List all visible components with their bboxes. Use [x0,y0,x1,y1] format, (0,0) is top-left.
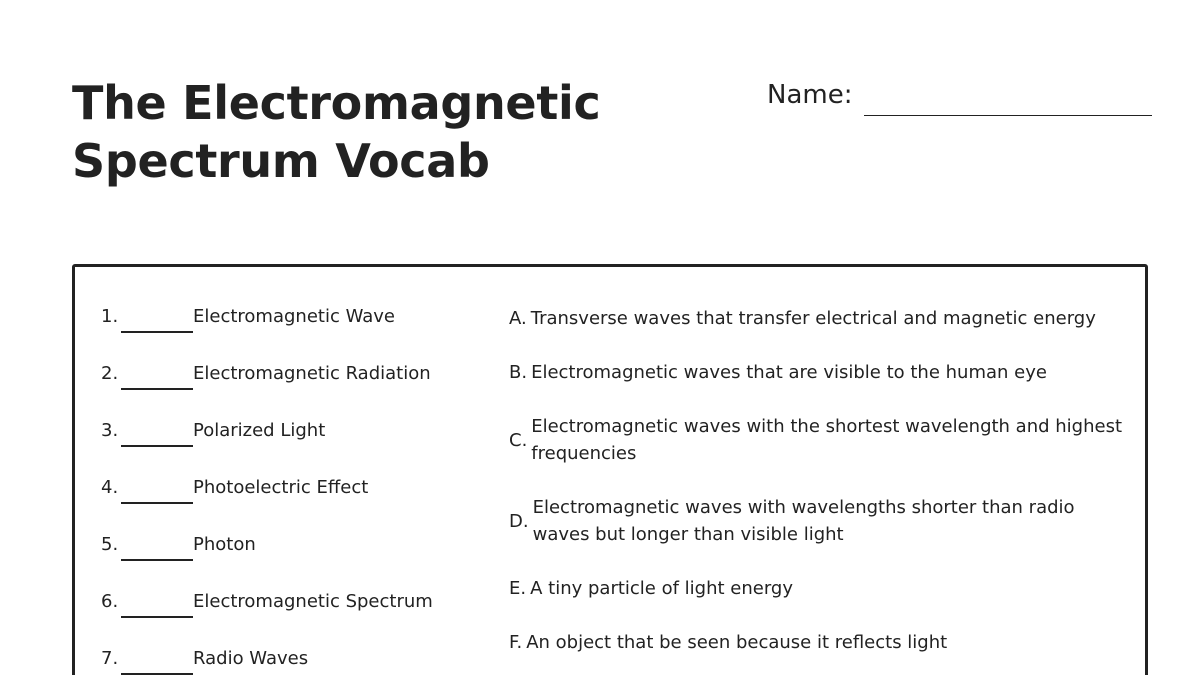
term-word: Electromagnetic Spectrum [193,591,433,612]
term-number: 2. [101,363,119,384]
name-blank-line[interactable] [864,115,1152,116]
term-item [101,533,481,590]
definition-letter: F. [509,632,523,653]
answer-blank[interactable] [121,616,193,618]
terms-list [101,305,481,675]
definition-item [509,305,1129,332]
answer-blank[interactable] [121,445,193,447]
title-line-2: Spectrum Vocab [72,134,490,188]
term-number: 1. [101,306,119,327]
title-line-1: The Electromagnetic [72,76,601,130]
definition-item [509,575,1129,602]
definition-text: Electromagnetic waves with wavelengths shorter than radio waves but longer than visible light [532,497,1075,545]
definition-letter: D. [509,510,529,532]
term-number: 7. [101,648,119,669]
definition-item [509,494,1129,548]
definition-text: A tiny particle of light energy [530,578,793,599]
term-number: 3. [101,420,119,441]
term-word: Photon [193,534,256,555]
definition-item [509,629,1129,656]
term-item [101,362,481,419]
term-item [101,419,481,476]
term-word: Electromagnetic Wave [193,306,395,327]
definition-item [509,359,1129,386]
term-item [101,590,481,647]
name-label: Name: [767,80,853,110]
definition-text: Transverse waves that transfer electrical and magnetic energy [530,308,1096,329]
definitions-list [509,305,1129,675]
matching-box [72,264,1148,675]
term-item [101,647,481,675]
term-word: Radio Waves [193,648,309,669]
term-word: Electromagnetic Radiation [193,363,431,384]
name-field[interactable] [767,78,1153,118]
page-title [72,74,672,190]
definition-letter: B. [509,362,528,383]
term-item [101,476,481,533]
answer-blank[interactable] [121,502,193,504]
term-word: Polarized Light [193,420,326,441]
definition-letter: A. [509,308,527,329]
term-number: 4. [101,477,119,498]
term-number: 5. [101,534,119,555]
answer-blank[interactable] [121,331,193,333]
term-number: 6. [101,591,119,612]
definition-letter: E. [509,578,527,599]
answer-blank[interactable] [121,388,193,390]
definition-text: An object that be seen because it reflects light [526,632,948,653]
term-item [101,305,481,362]
definition-text: Electromagnetic waves that are visible to the human eye [531,362,1047,383]
definition-text: Electromagnetic waves with the shortest wavelength and highest frequencies [531,416,1123,464]
definition-item [509,413,1129,467]
term-word: Photoelectric Effect [193,477,369,498]
definition-letter: C. [509,429,528,451]
answer-blank[interactable] [121,559,193,561]
